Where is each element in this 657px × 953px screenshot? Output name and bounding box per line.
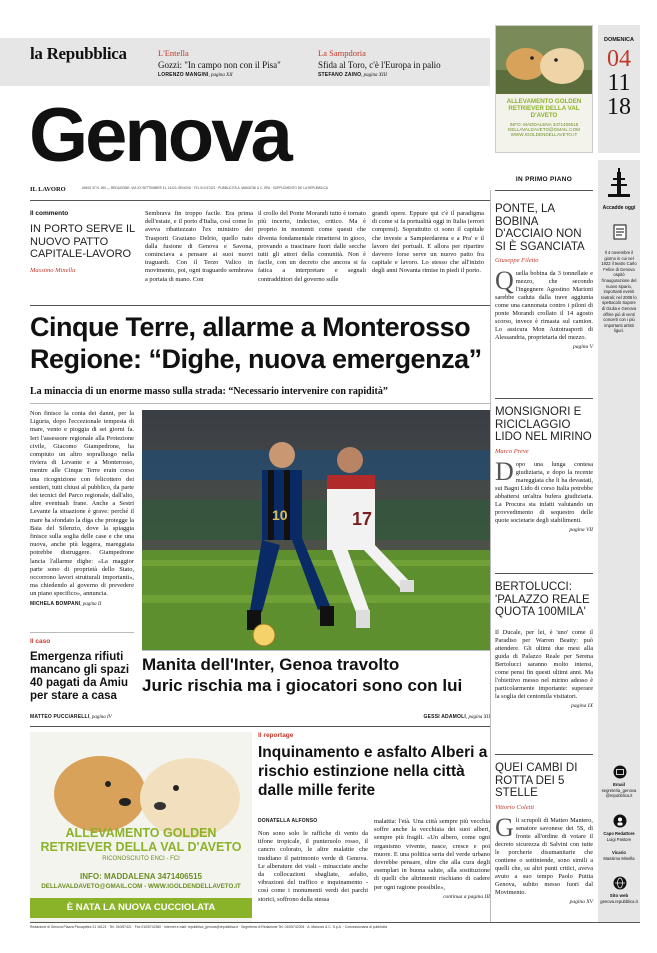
dogs-photo <box>496 26 592 94</box>
teaser-kicker: La Sampdoria <box>318 48 366 58</box>
commento-kicker: Il commento <box>30 210 69 217</box>
teaser-title: Gozzi: "In campo non con il Pisa" <box>158 60 281 70</box>
commento-author: Massimo Minella <box>30 266 76 274</box>
commento-col2: il crollo del Ponte Morandi tutto è tornato più incerto, indeciso, critico. Ma è proprio in momenti come questi che diventa fondamentale rimettersi in gioco, provando a trascinare fuori dalle secche tutti gli attori della comunità. Non è facile, con un decreto che ancora si fa fatica a interpretare e segnali contraddittori del governo sulle <box>258 210 366 283</box>
divider <box>495 190 593 191</box>
lead-subhead: La minaccia di un enorme masso sulla strada: “Necessario intervenire con rapidità” <box>30 386 388 397</box>
lead-body: Non finisce la conta dei danni, per la Liguria, dopo l'eccezionale tempesta di mare, vento e pioggia di sei giorni fa. Ieri l'assessore regionale alla Protezione civile, Giacomo Giampedrone, ha compiuto un altro sopralluogo nella riviera di Levante e a Monterosso, mentre alle Cinque Terre erain corso una ricognizione con felicottero dei sentieri, tutti chiusi al pubblico, da parte dei tecnici del Parco regionale, dall'alto, altre eventuali frane. Anche a Sestri Levante la situazione è grave: perché il mare ha sfondato la diga che protegge la Baia del Silenzio, dove la spiaggia finisce sulla soglia delle case e che una nuova, anche più leggera, mareggiata potrebbe distruggere. Giampedrone lancia l'allarme dighe: «La maggior parte sono di proprietà dello Stato, occorrono lavori strutturali importanti», ma chiedendo al governo di prevedere un piano specifico», annuncia. MICHELA BOMPANI, pagina II <box>30 410 134 607</box>
teaser-entella[interactable] <box>158 48 308 78</box>
right-article-3[interactable] <box>495 581 593 709</box>
ad-big-sub: RICONOSCIUTO ENCI - FCI <box>102 856 180 862</box>
site-label: Sito web <box>609 893 629 898</box>
right-article-page: pagina XV <box>569 898 593 905</box>
caso-block[interactable] <box>30 638 138 703</box>
lighthouse-icon <box>606 168 632 198</box>
right-article-author: Giuseppe Filetto <box>495 257 539 264</box>
document-icon <box>613 224 627 240</box>
teaser-title: Sfida al Toro, c'è l'Europa in palio <box>318 60 441 70</box>
commento-col1: Sembrava fin troppo facile. Era prima dell'estate, e il porto d'Italia, così come lo aveva ribattezzato l'ex ministro dei Trasporti Graziano Delrio, quello nato dalla fusione di Genova e Savona, cominciava a pensare ai suoi nuovi traguardi. Con il Terzo Valico in movimento, poi, ogni traguardo sembrava a portata di mano. Con <box>145 210 253 283</box>
date-month: 11 <box>607 70 631 96</box>
reportage-col2: malattia: l'età. Una città sempre più vecchia soffre anche la vecchiaia dei suoi alberi, sempre più fragili. «Un albero, come ogni organismo vivente, nasce, cresce e poi muore. E una politica seria del verde urbano dovrebbe pensare, oltre che alla cura degli esemplari in buona salute, alla sostituzione di quelli che altrimenti rischiano di cadere per ogni ragione possibile», continua a pagina III <box>374 818 490 900</box>
ad-small-info2: DELLAVALDAVETO@GMAIL.COM <box>508 127 580 132</box>
commento-title: IN PORTO SERVE IL NUOVO PATTO CAPITALE-LAVORO <box>30 223 135 260</box>
sport-photo <box>142 410 490 650</box>
right-article-title: MONSIGNORI E RICICLAGGIO LIDO NEL MIRINO <box>495 406 592 443</box>
right-article-text: Il Ducale, per lei, è 'uno' come il Paradiso per Warren Beatty: può attendere. Gli ultimi due mesi alla guida di Palazzo Reale per Serena Bertolucci saranno molto intensi, come pensi fin questi ultimi anni. Ma l'obiettivo messo nel mirino adesso è particolarmente importante: superare la soglia dei centomila visitatori. <box>495 628 593 700</box>
commento-block[interactable] <box>30 210 138 274</box>
section-label: IL LAVORO <box>30 186 66 193</box>
dropcap: D <box>495 456 514 486</box>
divider <box>30 403 490 404</box>
site-url[interactable]: genova.repubblica.it <box>600 899 638 904</box>
lead-byline: MICHELA BOMPANI, pagina II <box>30 600 102 607</box>
ad-big[interactable] <box>30 732 252 922</box>
date-box <box>598 25 640 153</box>
ad-big-line2: RETRIEVER DELLA VAL D'AVETO <box>40 840 242 854</box>
caso-kicker: Il caso <box>30 638 51 645</box>
shirt-number: 10 <box>272 507 288 523</box>
divider <box>142 650 490 651</box>
teaser-sampdoria[interactable] <box>318 48 488 78</box>
divider <box>30 632 134 633</box>
right-article-page: pagina IX <box>571 702 593 709</box>
right-article-author: Marco Preve <box>495 447 529 455</box>
right-article-title: BERTOLUCCI: 'PALAZZO REALE QUOTA 100MILA' <box>495 581 590 618</box>
right-article-text: Quella bobina da 3 tonnellate e mezzo, che secondo l'ingegnere Agostino Marioni sarebbe caduta dalla trave aggiunta come una cannonata contro i piloni di ponte Morandi crollato il 14 agosto scorso, invece è rimasta sul camion. Lo assicura Mon Autotrasporti di Alessandria, proprietaria del mezzo. <box>495 266 593 341</box>
right-article-2[interactable] <box>495 406 593 533</box>
footer-text: Redazione di Genova Piazza Piccapietra 21 16121 · Tel. 010/57421 · Fax 010/5742360 · Internet e-mail: repubblica_genova@repubblica.it · Segreteria di Redazione Tel. 010/5742304 · A. Manzoni & C. S.p.A. · Concessionaria di pubblicità <box>30 925 388 929</box>
right-article-text: Gli scrupoli di Matteo Mantero, senatore savonese dei 5S, di fronte all'ordine di votare il decreto sicurezza di Salvini con tutte le porcherie disumanitarie che contiene o sottintende, sono simili a quelli che, su altri punti critici, aveva avuto a suo tempo Paolo Puttia Genova, subito messo fuori dal Movimento. <box>495 812 593 896</box>
ad-small[interactable] <box>495 25 593 153</box>
accadde-label: Accadde oggi <box>602 205 636 211</box>
divider <box>495 573 593 574</box>
divider <box>495 398 593 399</box>
email-label: Email <box>612 782 625 787</box>
right-article-page: pagina VII <box>569 526 593 533</box>
caso-byline: MATTEO PUCCIARELLI, pagina IV <box>30 714 112 720</box>
reportage-continue: continua a pagina III <box>443 893 490 900</box>
date-weekday: DOMENICA <box>604 37 634 43</box>
email-icon <box>613 765 627 779</box>
reportage-byline: DONATELLA ALFONSO <box>258 818 318 824</box>
ad-big-band: È NATA LA NUOVA CUCCIOLATA <box>30 898 252 918</box>
ad-big-info1: INFO: MADDALENA 3471406515 <box>80 872 202 881</box>
ad-big-info2: DELLAVALDAVETO@GMAIL.COM - WWW.IGOLDENDELLAVETO.IT <box>41 883 241 890</box>
right-article-title: QUEI CAMBI DI ROTTA DEI 5 STELLE <box>495 762 578 799</box>
reportage-block[interactable] <box>258 732 490 800</box>
ad-big-line1: ALLEVAMENTO GOLDEN <box>65 826 217 840</box>
caso-title: Emergenza rifiuti mancano gli spazi 40 pagati da Amiu per stare a casa <box>30 651 130 702</box>
football-photo <box>142 410 490 650</box>
right-article-text: Dopo una lunga contesa giudiziaria, e dopo la recente mareggiata che li ha devastati, sui Bagni Lido di corso Italia potrebbe abbattersi un'altra bufera giudiziaria. La Procura sta infatti valutando un provvedimento di sequestro delle quote societarie degli stabilimenti. <box>495 456 593 524</box>
divider <box>30 922 640 923</box>
divider <box>30 305 490 306</box>
right-article-page: pagina V <box>572 344 593 350</box>
masthead-note: ANNO 37 N. 260 — REDAZIONE: VIA XX SETTEMBRE 41, 16121 GENOVA · TEL 010 57421 · PUBBLICITÀ A. MANZONI & C. SPA · SUPPLEMENTO DE LA REPUBBLICA <box>82 186 328 190</box>
ad-small-line1: ALLEVAMENTO GOLDEN <box>506 98 582 105</box>
accadde-text: Il 4 novembre il giorno in cui nel 1922 il teatro Carlo Felice di Genova ospitò l'inaugurazione del nuovo sipario, importanti eventi teatrali; nel 2006 lo spettacolo Sapore di Giulia e Genova offrire più di venti concerti con i più importanti artisti liguri. <box>601 250 637 334</box>
ad-small-info1: INFO: MADDALENA 3471406515 <box>509 122 579 127</box>
date-day: 04 <box>607 46 631 72</box>
ad-small-line2: RETRIEVER DELLA VAL D'AVETO <box>508 105 580 119</box>
vice-name: Massimo Minella <box>603 856 635 861</box>
lead-headline-2[interactable]: Regione: “Dighe, nuova emergenza” <box>30 344 482 374</box>
ad-small-info3: WWW.IGOLDENDELLAVETO.IT <box>510 132 578 137</box>
sport-headline-1[interactable]: Manita dell'Inter, Genoa travolto <box>142 655 400 674</box>
sport-byline: GESSI ADAMOLI, pagina XII <box>423 714 490 720</box>
sport-headline-2[interactable]: Juric rischia ma i giocatori sono con lui <box>142 676 463 695</box>
shirt-number: 17 <box>352 509 373 529</box>
date-year: 18 <box>607 94 631 120</box>
divider <box>30 200 490 201</box>
reportage-title: Inquinamento e asfalto Alberi a rischio estinzione nella città dalle mille ferite <box>258 744 488 799</box>
divider <box>495 754 593 755</box>
dropcap: G <box>495 812 514 842</box>
right-article-title: PONTE, LA BOBINA D'ACCIAIO NON SI È SGANCIATA <box>495 203 585 253</box>
right-article-4[interactable] <box>495 762 593 905</box>
divider <box>490 190 491 922</box>
teaser-kicker: L'Entella <box>158 48 189 58</box>
commento-col3: grandi opere. Eppure qui c'è il paradigma di come si fa portualità oggi in Italia (errori compresi). Soprattutto ci sono il capitale che investe a Sampierdarena e a Pra' e il lavoro dei portuali. E allora per ripartire davvero forse serve un nuovo patto fra capitale e lavoro. Lo stesso che all'inizio degli anni Novanta rimise in piedi il porto. <box>372 210 484 275</box>
newspaper-logo: la Repubblica <box>30 44 127 63</box>
reportage-kicker: Il reportage <box>258 732 294 739</box>
right-article-1[interactable] <box>495 203 593 350</box>
globe-icon <box>613 876 627 890</box>
capo-label: Capo Redattore <box>603 831 635 836</box>
in-primo-piano-label: IN PRIMO PIANO <box>515 176 573 183</box>
dropcap: Q <box>495 266 514 295</box>
lead-headline-1[interactable]: Cinque Terre, allarme a Monterosso <box>30 312 471 342</box>
teaser-byline: STEFANO ZAINO, pagina XIII <box>318 72 387 78</box>
reportage-col1: DONATELLA ALFONSO Non sono solo le raffiche di vento da tifone tropicale, il punteruolo rosso, il cancro colorato, le altre malattie che insidiano il patrimonio verde di Genova. Le alberature dei viali - minacciate anche da collocazioni sbagliate, asfalto, vibrazioni del traffico e inquinamento - così come i monumenti verdi dei parchi storici, soffrono della stessa <box>258 818 368 903</box>
divider <box>30 726 490 727</box>
capo-name: Luigi Pastore <box>606 837 632 842</box>
person-icon <box>613 814 627 828</box>
masthead: Genova <box>29 93 290 178</box>
teaser-byline: LORENZO MANGINI, pagina XII <box>158 72 233 78</box>
vice-label: Vicario <box>612 850 626 855</box>
email-address[interactable]: segreteria_genova@repubblica.it <box>601 788 637 799</box>
football <box>253 624 275 646</box>
right-article-author: Vittorio Coletti <box>495 803 535 811</box>
